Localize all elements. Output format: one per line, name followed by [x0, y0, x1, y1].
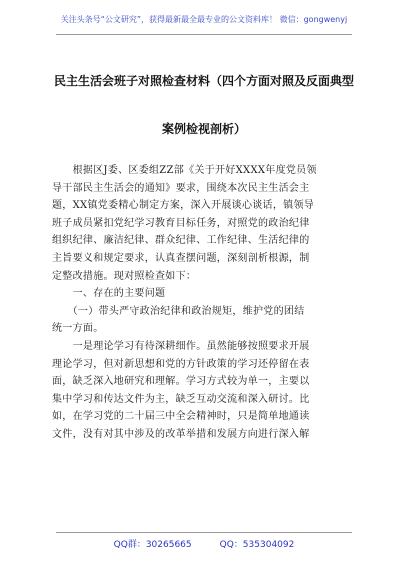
body-line: 根据区J委、区委组ZZ部《关于开好XXXX年度党员领: [52, 165, 317, 176]
footer-divider: [56, 532, 352, 533]
subsection-heading: （一）带头严守政治纪律和政治规矩，维护党的团结: [52, 305, 305, 317]
body-line: 题，XX镇党委精心制定方案，深入开展谈心谈话，镇领导: [52, 200, 315, 212]
body-line: 理论学习，但对新思想和党的方针政策的学习还停留在表: [52, 358, 310, 370]
body-line: 导干部民主生活会的通知》要求，围绕本次民主生活会主: [52, 182, 310, 194]
body-line: 文件，没有对其中涉及的改革举措和发展方向进行深入解: [52, 428, 310, 440]
subsection-heading-cont: 统一方面。: [52, 323, 104, 335]
document-title-line-2: 案例检视剖析）: [161, 122, 246, 136]
body-line: 定整改措施。现对照检查如下：: [52, 270, 197, 282]
body-line: 班子成员紧扣党纪学习教育目标任务，对照党的政治纪律: [52, 217, 310, 229]
footer-qq-number: QQ：535304092: [219, 540, 295, 550]
header-divider: [56, 34, 352, 35]
body-line: 如，在学习党的二十届三中全会精神时，只是简单地通读: [52, 411, 310, 423]
header-promo-note: 关注头条号“公文研究”，获得最新最全最专业的公文资料库！ 微信：gongwenyj: [60, 15, 348, 24]
document-title-line-1: 民主生活会班子对照检查材料（四个方面对照及反面典型: [53, 74, 354, 88]
body-line: 组织纪律、廉洁纪律、群众纪律、工作纪律、生活纪律的: [52, 235, 310, 247]
body-line: 面，缺乏深入地研究和理解。学习方式较为单一，主要以: [52, 376, 310, 388]
body-line: 一是理论学习有待深耕细作。虽然能够按照要求开展: [52, 340, 310, 352]
section-heading: 一、存在的主要问题: [52, 288, 166, 300]
footer-contact: [0, 537, 408, 550]
body-line: 主旨要义和规定要求，认真查摆问题，深刻剖析根源，制: [52, 252, 310, 264]
body-line: 集中学习和传达文件为主，缺乏互动交流和深入研讨。比: [52, 393, 310, 405]
document-body: [52, 162, 356, 444]
footer-qq-group: QQ群：30265665: [113, 540, 192, 550]
